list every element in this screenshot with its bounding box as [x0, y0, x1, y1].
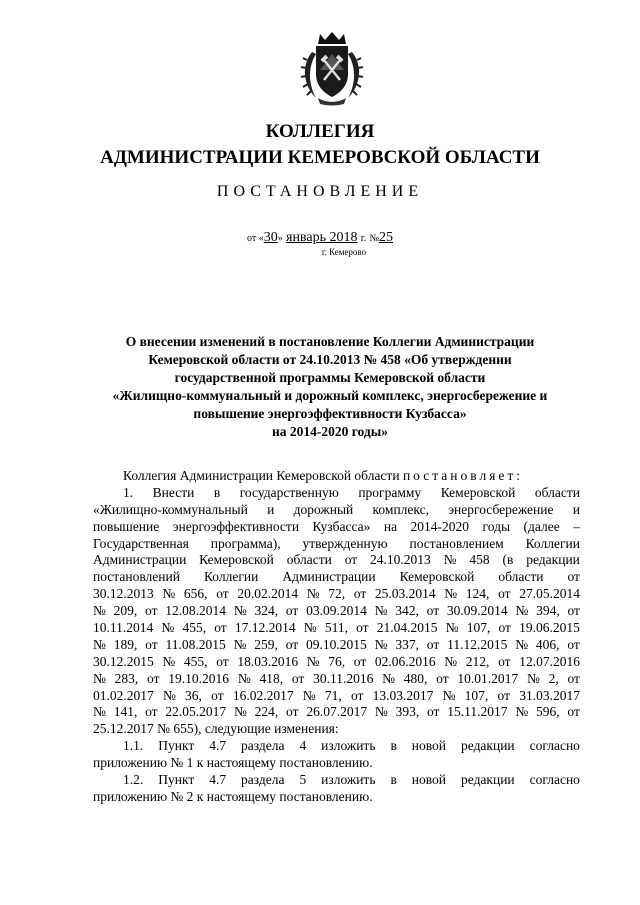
body-line: № 141, от 22.05.2017 № 224, от 26.07.2017 № 393, от 15.11.2017 № 596, от: [93, 704, 580, 720]
date-year-suffix: г.: [360, 233, 367, 244]
document-number: 25: [379, 230, 393, 245]
document-title: [80, 333, 580, 441]
org-name-line-1: КОЛЛЕГИЯ: [265, 121, 375, 142]
body-line: 1.2. Пункт 4.7 раздела 5 изложить в новой редакции согласно: [123, 772, 580, 788]
document-city: г. Кемерово: [321, 247, 367, 257]
date-from-label: от «: [247, 233, 264, 244]
title-line: повышение энергоэффективности Кузбасса»: [193, 406, 467, 421]
date-separator: »: [277, 233, 283, 244]
org-name-line-2: АДМИНИСТРАЦИИ КЕМЕРОВСКОЙ ОБЛАСТИ: [100, 147, 540, 168]
intro-paragraph: [93, 468, 580, 485]
date-day: 30: [263, 230, 278, 245]
body-line: № 283, от 19.10.2016 № 418, от 30.11.2016 № 480, от 10.01.2017 № 2, от: [93, 670, 580, 686]
body-line: № 189, от 11.08.2015 № 259, от 09.10.2015 № 337, от 11.12.2015 № 406, от: [93, 636, 580, 652]
body-line: 30.12.2015 № 455, от 18.03.2016 № 76, от 02.06.2016 № 212, от 12.07.2016: [93, 653, 580, 669]
body-line: 25.12.2017 № 655), следующие изменения:: [93, 721, 339, 737]
coat-of-arms-emblem: [298, 30, 366, 106]
intro-text: Коллегия Администрации Кемеровской области: [123, 468, 400, 483]
paragraph-1: [93, 485, 580, 738]
body-line: 30.12.2013 № 656, от 20.02.2014 № 72, от 25.03.2014 № 124, от 27.05.2014: [93, 586, 580, 602]
title-line: на 2014-2020 годы»: [271, 424, 389, 439]
body-line: 1. Внести в государственную программу Кемеровской области: [123, 484, 580, 500]
document-type: ПОСТАНОВЛЕНИЕ: [216, 183, 424, 200]
body-line: 10.11.2014 № 455, от 17.12.2014 № 511, от 21.04.2015 № 107, от 19.06.2015: [93, 620, 580, 636]
body-line: «Жилищно-коммунальный и дорожный комплекс, энергосбережение и: [93, 501, 580, 517]
body-line: 01.02.2017 № 36, от 16.02.2017 № 71, от 13.03.2017 № 107, от 31.03.2017: [93, 687, 580, 703]
date-month-year: январь 2018: [286, 230, 358, 245]
body-line: постановлений Коллегии Администрации Кемеровской области от: [93, 569, 580, 585]
title-line: Кемеровской области от 24.10.2013 № 458 «Об утверждении: [148, 352, 512, 367]
body-line: 1.1. Пункт 4.7 раздела 4 изложить в новой редакции согласно: [123, 738, 580, 754]
paragraph-1-1: [93, 738, 580, 772]
body-line: № 209, от 12.08.2014 № 324, от 03.09.2014 № 342, от 30.09.2014 № 394, от: [93, 603, 580, 619]
title-line: «Жилищно-коммунальный и дорожный комплекс, энергосбережение и: [112, 388, 548, 403]
intro-decree-word: постановляет:: [402, 468, 524, 483]
paragraph-1-2: [93, 772, 580, 806]
body-line: повышение энергоэффективности Кузбасса» на 2014-2020 годы (далее –: [93, 518, 580, 534]
document-number-label: №: [369, 233, 379, 244]
document-date-line: [0, 229, 640, 246]
body-line: приложению № 1 к настоящему постановлению.: [93, 755, 373, 771]
title-line: государственной программы Кемеровской области: [174, 370, 486, 385]
document-body: [93, 468, 580, 806]
body-line: приложению № 2 к настоящему постановлению.: [93, 788, 373, 804]
body-line: Государственная программа), утвержденную постановлением Коллегии: [93, 535, 580, 551]
title-line: О внесении изменений в постановление Коллегии Администрации: [125, 334, 535, 349]
body-line: Администрации Кемеровской области от 24.10.2013 № 458 (в редакции: [93, 552, 580, 568]
